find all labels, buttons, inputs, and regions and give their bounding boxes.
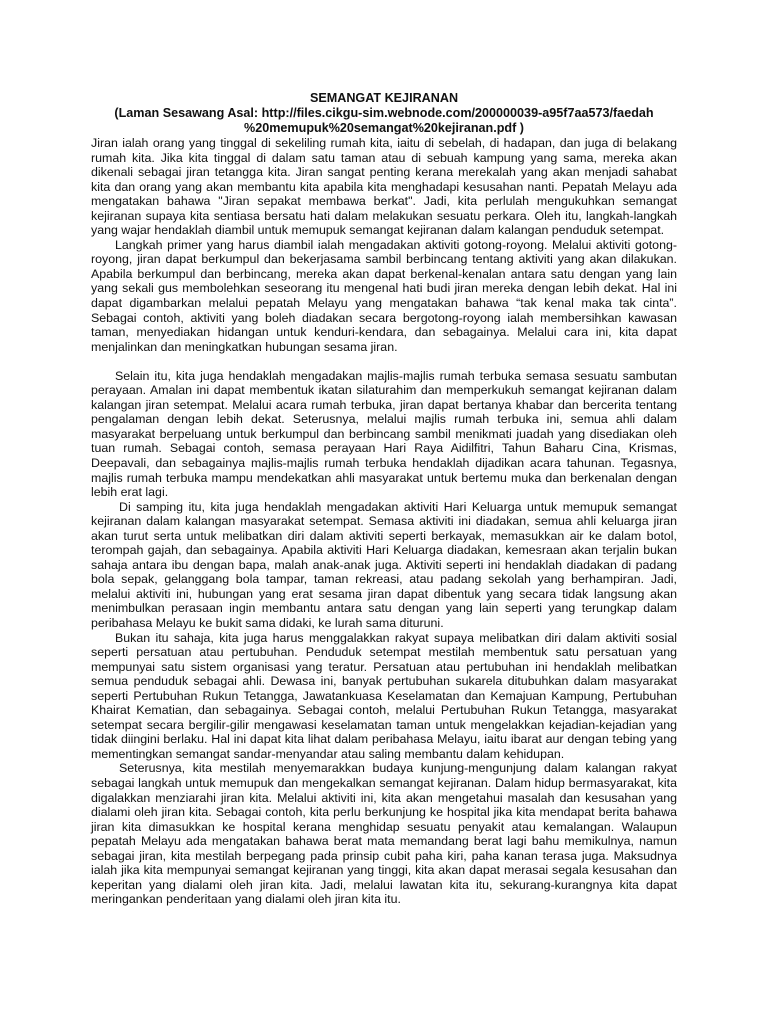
paragraph-rumah-terbuka: Selain itu, kita juga hendaklah mengadakan majlis-majlis rumah terbuka semasa sesuatu sambutan perayaan. Amalan ini dapat membentuk ikatan silaturahim dan memperkukuh semangat kejiranan dalam kalangan jiran setempat. Melalui acara rumah terbuka, jiran dapat bertanya khabar dan bercerita tentang pengalaman dengan lebih dekat. Seterusnya, melalui majlis rumah terbuka ini, semua ahli dalam masyarakat berpeluang untuk berkumpul dan berbincang sambil menikmati juadah yang disediakan oleh tuan rumah. Sebagai contoh, semasa perayaan Hari Raya Aidilfitri, Tahun Baharu Cina, Krismas, Deepavali, dan sebagainya majlis-majlis rumah terbuka hendaklah dijadikan acara tahunan. Tegasnya, majlis rumah terbuka mampu mendekatkan ahli masyarakat untuk bertemu muka dan berkenalan dengan lebih erat lagi.	[91, 368, 677, 500]
source-line-1: (Laman Sesawang Asal: http://files.cikgu-sim.webnode.com/200000039-a95f7aa573/faedah	[114, 106, 654, 120]
paragraph-gap	[91, 354, 677, 369]
paragraph-intro: Jiran ialah orang yang tinggal di sekeliling rumah kita, iaitu di sebelah, di hadapan, dan juga di belakang rumah kita. Jika kita tinggal di dalam satu taman atau di sebuah kampung yang sama, mereka akan dikenali sebagai jiran tetangga kita. Jiran sangat penting kerana merekalah yang akan menjadi sahabat kita dan orang yang akan membantu kita apabila kita menghadapi kesusahan nanti. Pepatah Melayu ada mengatakan bahawa "Jiran sepakat membawa berkat". Jadi, kita perlulah mengukuhkan semangat kejiranan supaya kita sentiasa bersatu hati dalam melakukan sesuatu perkara. Oleh itu, langkah-langkah yang wajar hendaklah diambil untuk memupuk semangat kejiranan dalam kalangan penduduk setempat.	[91, 136, 677, 238]
document-page	[91, 91, 677, 907]
paragraph-kunjung-mengunjung: Seterusnya, kita mestilah menyemarakkan budaya kunjung-mengunjung dalam kalangan rakyat sebagai langkah untuk memupuk dan mengekalkan semangat kejiranan. Dalam hidup bermasyarakat, kita digalakkan menziarahi jiran kita. Melalui aktiviti ini, kita akan mengetahui masalah dan kesusahan yang dialami oleh jiran kita. Sebagai contoh, kita perlu berkunjung ke hospital jika kita mendapat berita bahawa jiran kita dimasukkan ke hospital kerana menghidap sesuatu penyakit atau kemalangan. Walaupun pepatah Melayu ada mengatakan bahawa berat mata memandang berat lagi bahu memikulnya, namun sebagai jiran, kita mestilah berpegang pada prinsip cubit paha kiri, paha kanan terasa juga. Maksudnya ialah jika kita mempunyai semangat kejiranan yang tinggi, kita akan dapat merasai segala kesusahan dan keperitan yang dialami oleh jiran kita. Jadi, melalui lawatan kita itu, sekurang-kurangnya kita dapat meringankan penderitaan yang dialami oleh jiran kita itu.	[91, 761, 677, 907]
source-line-2: %20memupuk%20semangat%20kejiranan.pdf )	[244, 121, 524, 135]
paragraph-gotong-royong: Langkah primer yang harus diambil ialah mengadakan aktiviti gotong-royong. Melalui aktiviti gotong-royong, jiran dapat berkumpul dan bekerjasama sambil berbincang tentang aktiviti yang akan dilakukan. Apabila berkumpul dan berbincang, mereka akan dapat berkenal-kenalan antara satu dengan yang lain yang sekali gus membolehkan seseorang itu mengenal hati budi jiran mereka dengan lebih dekat. Hal ini dapat digambarkan melalui pepatah Melayu yang mengatakan bahawa “tak kenal maka tak cinta”. Sebagai contoh, aktiviti yang boleh diadakan secara bergotong-royong ialah membersihkan kawasan taman, menyediakan hidangan untuk kenduri-kendara, dan sebagainya. Melalui cara ini, kita dapat menjalinkan dan meningkatkan hubungan sesama jiran.	[91, 237, 677, 354]
paragraph-persatuan: Bukan itu sahaja, kita juga harus menggalakkan rakyat supaya melibatkan diri dalam aktiviti sosial seperti persatuan atau pertubuhan. Penduduk setempat mestilah membentuk satu persatuan yang mempunyai satu sistem organisasi yang teratur. Persatuan atau pertubuhan ini hendaklah melibatkan semua penduduk sebagai ahli. Dewasa ini, banyak pertubuhan sukarela ditubuhkan dalam masyarakat seperti Pertubuhan Rukun Tetangga, Jawatankuasa Keselamatan dan Kemajuan Kampung, Pertubuhan Khairat Kematian, dan sebagainya. Sebagai contoh, melalui Pertubuhan Rukun Tetangga, masyarakat setempat secara bergilir-gilir mengawasi keselamatan taman untuk mengelakkan kejadian-kejadian yang tidak diingini berlaku. Hal ini dapat kita lihat dalam peribahasa Melayu, iaitu ibarat aur dengan tebing yang mementingkan semangat sandar-menyandar atau saling membantu dalam kehidupan.	[91, 630, 677, 761]
paragraph-hari-keluarga: Di samping itu, kita juga hendaklah mengadakan aktiviti Hari Keluarga untuk memupuk semangat kejiranan dalam kalangan masyarakat setempat. Semasa aktiviti ini diadakan, semua ahli keluarga jiran akan turut serta untuk melibatkan diri dalam aktiviti seperti berkayak, memasukkan air ke dalam botol, terompah gajah, dan sebagainya. Apabila aktiviti Hari Keluarga diadakan, kemesraan akan terjalin bukan sahaja antara ibu dengan bapa, malah anak-anak juga. Aktiviti seperti ini hendaklah diadakan di padang bola sepak, gelanggang bola tampar, taman rekreasi, atau padang sekolah yang berhampiran. Jadi, melalui aktiviti ini, hubungan yang erat sesama jiran dapat dibentuk yang secara tidak langsung akan menimbulkan perasaan ingin membantu antara satu dengan yang lain seperti yang terungkap dalam peribahasa Melayu ke bukit sama didaki, ke lurah sama dituruni.	[91, 499, 677, 630]
document-title: SEMANGAT KEJIRANAN	[309, 91, 459, 105]
